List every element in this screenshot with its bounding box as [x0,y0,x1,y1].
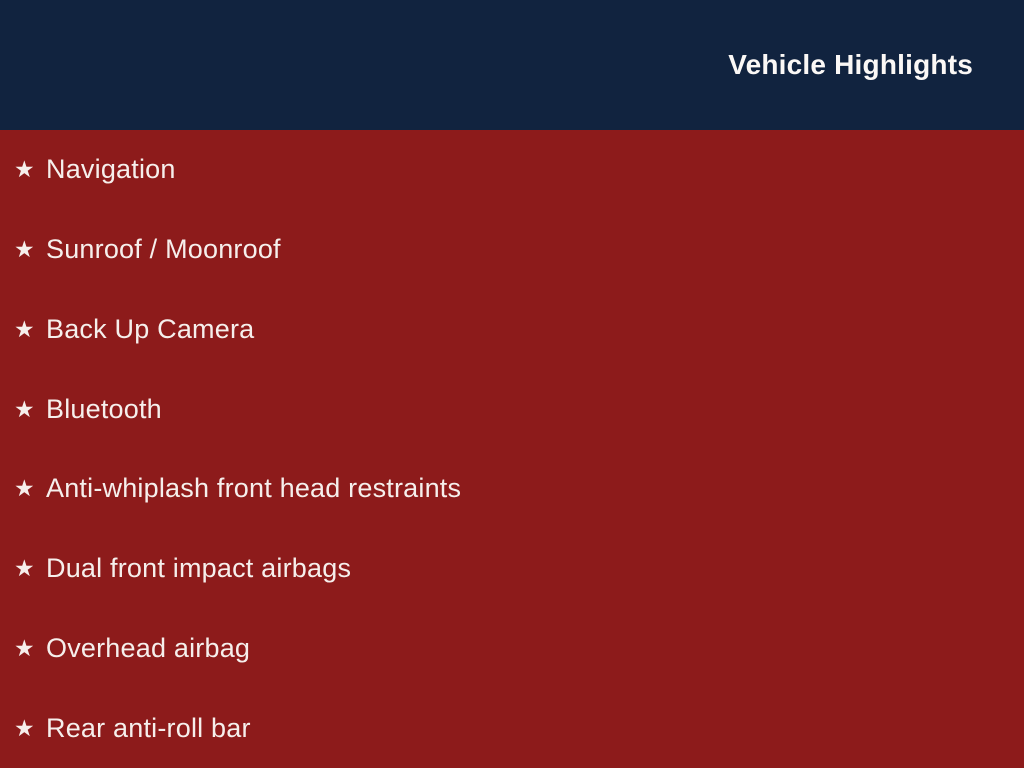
star-icon: ★ [14,714,35,741]
list-item-label: Back Up Camera [46,313,255,344]
star-icon: ★ [14,236,35,263]
list-item-label: Dual front impact airbags [46,553,352,584]
list-item [0,290,1024,370]
star-icon: ★ [14,156,35,183]
star-icon: ★ [14,475,35,502]
list-item [0,210,1024,290]
star-icon: ★ [14,555,35,582]
star-icon: ★ [14,634,35,661]
star-icon: ★ [14,395,35,422]
list-item [0,529,1024,609]
highlights-list [0,130,1024,768]
list-item [0,688,1024,768]
list-item-label: Navigation [46,154,176,185]
slide-header [0,0,1024,130]
star-icon: ★ [14,315,35,342]
list-item [0,369,1024,449]
list-item-label: Anti-whiplash front head restraints [46,473,462,504]
list-item [0,130,1024,210]
list-item-label: Bluetooth [46,393,162,424]
page-title: Vehicle Highlights [728,49,973,80]
list-item-label: Overhead airbag [46,632,251,663]
list-item-label: Rear anti-roll bar [46,712,251,743]
list-item [0,449,1024,529]
list-item [0,609,1024,689]
list-item-label: Sunroof / Moonroof [46,234,281,265]
